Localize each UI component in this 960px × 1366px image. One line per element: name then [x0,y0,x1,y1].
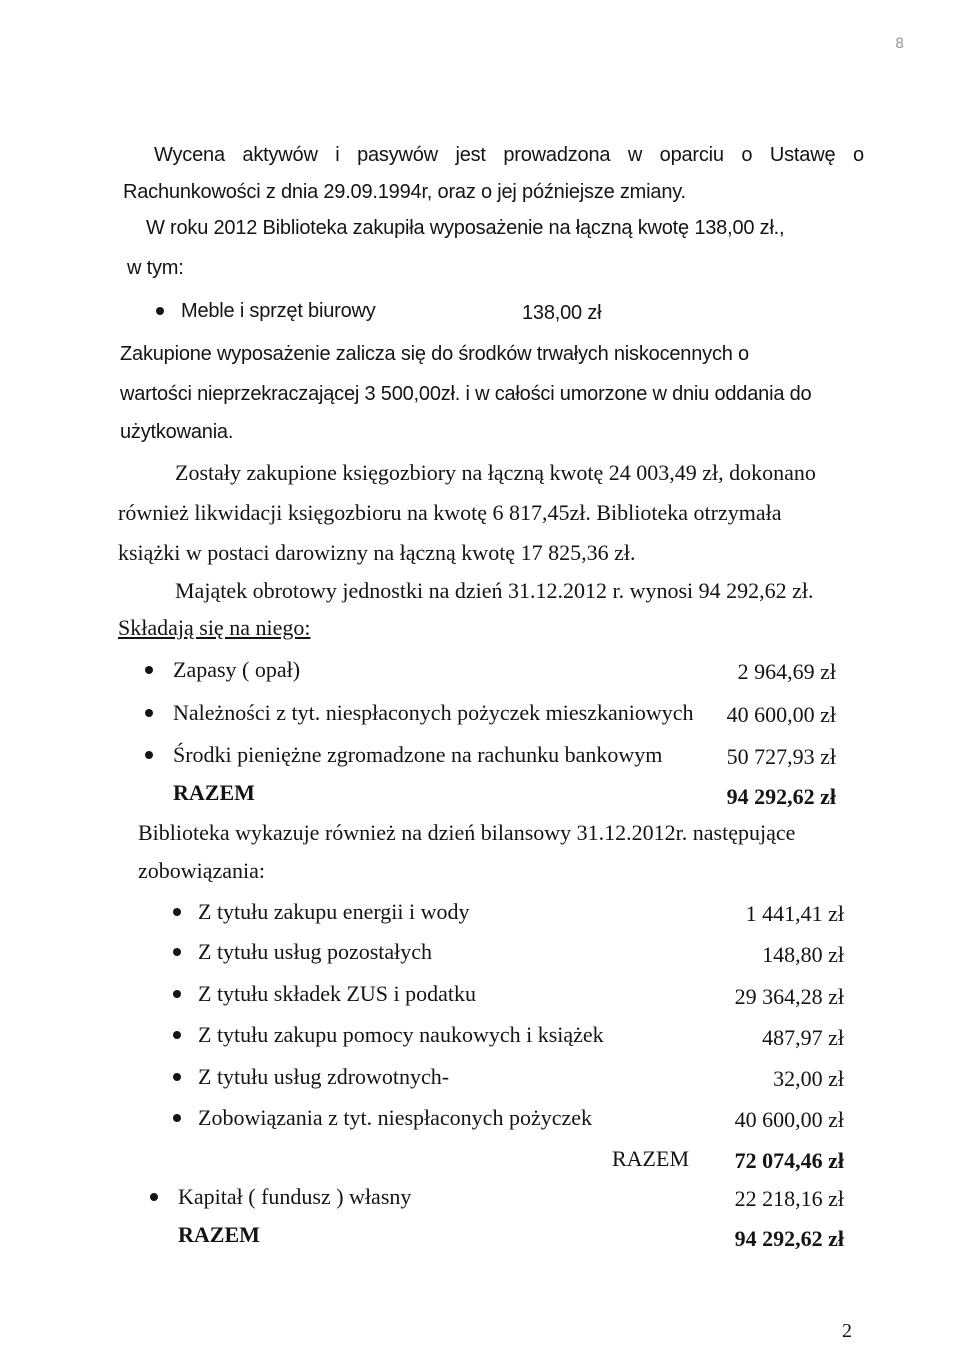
intro-line-1 [154,145,864,165]
intro-word: prowadzona [503,144,611,166]
intro-word: oparciu [659,144,724,166]
liability-item-label: Z tytułu zakupu pomocy naukowych i książek [198,1022,604,1047]
asset-item-label: Środki pieniężne zgromadzone na rachunku bankowym [173,742,663,767]
current-assets-line: Majątek obrotowy jednostki na dzień 31.12.2012 r. wynosi 94 292,62 zł. [175,578,814,603]
equity-label: Kapitał ( fundusz ) własny [178,1184,412,1209]
grand-total-amount: 94 292,62 zł [734,1226,844,1251]
liabilities-subtotal-amount: 72 074,46 zł [734,1148,844,1173]
bullet-icon [173,948,181,956]
liabilities-subtotal-label: RAZEM [612,1146,689,1171]
bullet-icon [173,1073,181,1081]
page-number: 2 [842,1320,852,1342]
books-line-1: Zostały zakupione księgozbiory na łączną kwotę 24 003,49 zł, dokonano [175,460,816,485]
intro-word: jest [455,144,486,166]
books-line-2: również likwidacji księgozbioru na kwotę 6 817,45zł. Biblioteka otrzymała [118,500,782,525]
current-assets-heading: Składają się na niego: [118,615,311,640]
bullet-icon [156,307,164,315]
grand-total-label: RAZEM [178,1222,260,1247]
intro-word: pasywów [357,144,438,166]
intro-word: i [335,144,340,166]
bullet-icon [173,1114,181,1122]
depreciation-line-2: wartości nieprzekraczającej 3 500,00zł. i w całości umorzone w dniu oddania do [120,383,812,405]
liability-item-label: Z tytułu usług zdrowotnych- [198,1064,450,1089]
bullet-icon [173,1031,181,1039]
bullet-icon [173,990,181,998]
intro-word: o [741,144,753,166]
liability-item-amount: 487,97 zł [762,1025,844,1050]
liability-item-label: Z tytułu zakupu energii i wody [198,899,470,924]
liability-item-label: Zobowiązania z tyt. niespłaconych pożyczek [198,1105,593,1130]
bullet-icon [145,666,153,674]
bullet-icon [145,709,153,717]
liability-item-label: Z tytułu usług pozostałych [198,939,433,964]
liability-item-amount: 32,00 zł [773,1066,844,1091]
intro-word: Ustawę [769,144,836,166]
bullet-icon [173,908,181,916]
intro-line-4: w tym: [127,257,184,279]
liability-item-amount: 148,80 zł [762,942,844,967]
intro-word: Wycena [154,144,225,166]
liability-item-amount: 1 441,41 zł [745,901,844,926]
intro-line-3: W roku 2012 Biblioteka zakupiła wyposażenie na łączną kwotę 138,00 zł., [146,217,785,239]
equipment-label: Meble i sprzęt biurowy [181,300,376,322]
intro-word: aktywów [242,144,318,166]
equity-amount: 22 218,16 zł [734,1186,844,1211]
corner-mark: 8 [895,36,904,52]
intro-word: w [627,144,643,166]
bullet-icon [145,751,153,759]
intro-word: o [852,144,864,166]
asset-item-label: Zapasy ( opał) [173,657,301,682]
liability-item-amount: 40 600,00 zł [734,1107,844,1132]
liability-item-amount: 29 364,28 zł [734,984,844,1009]
books-line-3: książki w postaci darowizny na łączną kwotę 17 825,36 zł. [118,540,636,565]
liabilities-intro-line-1: Biblioteka wykazuje również na dzień bilansowy 31.12.2012r. następujące [138,820,796,845]
intro-line-2: Rachunkowości z dnia 29.09.1994r, oraz o jej późniejsze zmiany. [123,181,686,203]
assets-total-label: RAZEM [173,780,255,805]
asset-item-amount: 40 600,00 zł [726,702,836,727]
liabilities-intro-line-2: zobowiązania: [138,858,266,883]
depreciation-line-1: Zakupione wyposażenie zalicza się do środków trwałych niskocennych o [120,343,749,365]
bullet-icon [150,1193,158,1201]
depreciation-line-3: użytkowania. [120,421,234,443]
asset-item-amount: 50 727,93 zł [726,744,836,769]
liability-item-label: Z tytułu składek ZUS i podatku [198,981,477,1006]
equipment-amount: 138,00 zł [522,302,602,324]
asset-item-amount: 2 964,69 zł [737,659,836,684]
assets-total-amount: 94 292,62 zł [726,784,836,809]
asset-item-label: Należności z tyt. niespłaconych pożyczek mieszkaniowych [173,700,694,725]
